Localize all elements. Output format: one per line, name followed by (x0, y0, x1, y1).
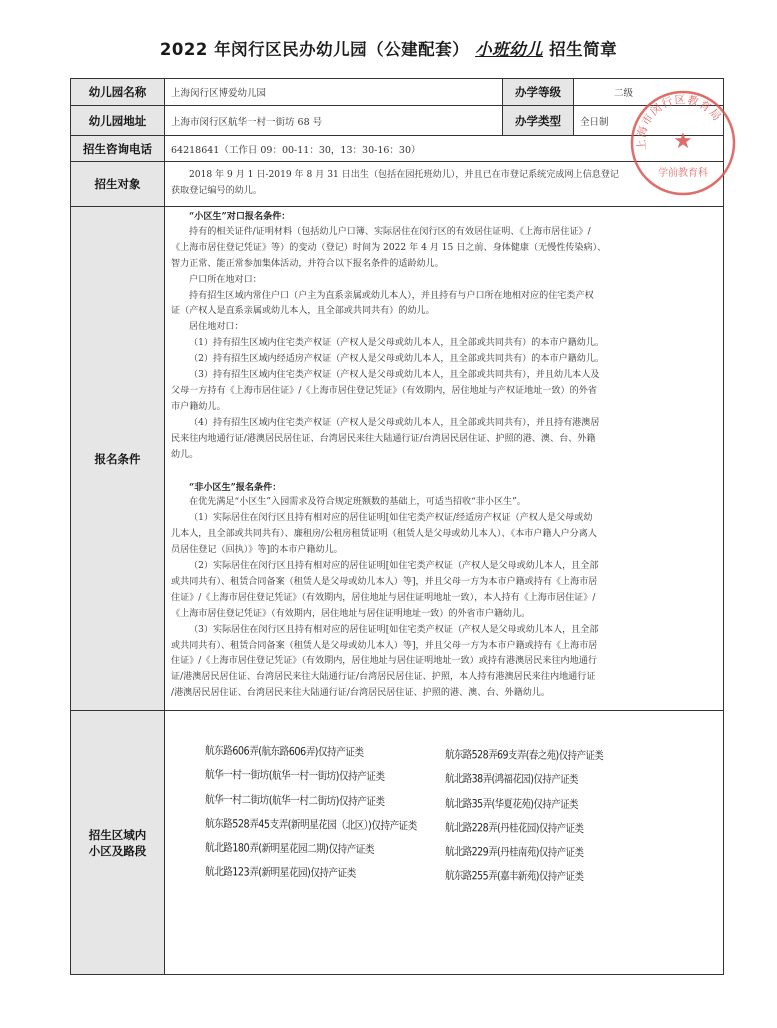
target-line-2: 获取登记编号的幼儿。 (171, 186, 262, 196)
residence-item-4c: 幼儿。 (171, 449, 199, 460)
residence-item-3c: 市户籍幼儿。 (171, 401, 226, 412)
street-item: 航华一村一街坊(航华一村一街坊)仅持产证类 (204, 768, 385, 784)
school-type-label: 办学类型 (503, 106, 574, 136)
nonlocal-1c: 员居住登记（回执）》等]的本市户籍幼儿。 (171, 545, 343, 556)
nonlocal-3e: /港澳居民居住证、台湾居民来往大陆通行证/台湾居民居住证、护照的港、澳、台、外籍幼儿。 (171, 688, 550, 699)
target-label: 招生对象 (71, 162, 165, 207)
streets-label-line-1: 招生区域内 (88, 827, 147, 842)
local-intro-2: 《上海市居住登记凭证》等）的变动（登记）时间为 2022 年 4 月 15 日之前、身体健康（无慢性传染病）、 (171, 242, 607, 253)
street-item: 航北路180弄(新明星花园二期)仅持产证类 (204, 841, 375, 857)
nonlocal-3d: 证/港澳居民居住证、台湾居民来往大陆通行证/台湾居民居住证、护照，本人持有港澳居民来往内地通行证 (171, 672, 596, 683)
nonlocal-1b: 儿本人，且全部或共同共有）、廉租房/公租房租赁证明（租赁人是父母或幼儿本人）、《本市户籍人户分离人 (171, 529, 597, 540)
street-item: 航东路606弄(航东路606弄)仅持产证类 (204, 744, 364, 759)
page-title (0, 36, 777, 60)
nonlocal-3c: 住证》/《上海市居住登记凭证》（有效期内，居住地址与居住证明地址一致）或持有港澳居民来往内地通行 (171, 656, 597, 667)
residence-item-2: （2）持有招生区域内经适房产权证（产权人是父母或幼儿本人，且全部或共同共有）的本市户籍幼儿。 (189, 354, 605, 365)
residence-item-1: （1）持有招生区域内住宅类产权证（产权人是父母或幼儿本人，且全部或共同共有）的本市户籍幼儿。 (189, 338, 605, 349)
local-title: “小区生”对口报名条件： (189, 211, 291, 222)
streets-right-column (445, 743, 633, 889)
svg-text:学前教育科: 学前教育科 (658, 168, 708, 179)
residence-title: 居住地对口： (189, 322, 244, 333)
nonlocal-2c: 住证》/《上海市居住登记凭证》（有效期内，居住地址与居住证明地址一致），本人持有《上海市居住证》/ (171, 592, 596, 603)
nonlocal-3b: 或共同共有）、租赁合同备案（租赁人是父母或幼儿本人）等]，并且父母一方为本市户籍或持有《上海市居 (171, 640, 598, 651)
nonlocal-2d: 《上海市居住登记凭证》（有效期内，居住地址与居住证明地址一致）的外省市户籍幼儿。 (171, 608, 531, 619)
kindergarten-name-label: 幼儿园名称 (71, 79, 165, 106)
nonlocal-3a: （3）实际居住在闵行区且持有相对应的居住证明[如住宅类产权证（产权人是父母或幼儿本人，且全部 (189, 624, 599, 635)
conditions-text (165, 207, 724, 711)
hukou-text-1: 持有招生区域内常住户口（户主为直系亲属或幼儿本人），并且持有与户口所在地相对应的住宅类产权 (189, 290, 594, 301)
title-suffix: 招生简章 (549, 40, 618, 59)
street-item: 航北路35弄(华夏花苑)仅持产证类 (444, 796, 578, 811)
school-level-value: 二级 (574, 79, 724, 106)
street-item: 航北路228弄(丹桂花园)仅持产证类 (444, 820, 584, 836)
street-item: 航华一村二街坊(航华一村二街坊)仅持产证类 (204, 792, 385, 808)
row-target (71, 162, 724, 207)
nonlocal-2a: （2）实际居住在闵行区且持有相对应的居住证明[如住宅类产权证（产权人是父母或幼儿本人，且全部 (189, 561, 599, 572)
title-main: 2022 年闵行区民办幼儿园（公建配套） (159, 40, 470, 59)
row-conditions (71, 207, 724, 711)
street-item: 航东路528弄45支弄(新明星花园（北区）)仅持产证类 (204, 816, 417, 833)
row-kindergarten-name (71, 79, 724, 106)
nonlocal-intro: 在优先满足“小区生”入园需求及符合规定班额数的基础上，可适当招收“非小区生”。 (189, 497, 526, 508)
phone-label: 招生咨询电话 (71, 136, 165, 162)
streets-cell (165, 711, 724, 975)
local-intro-1: 持有的相关证件/证明材料（包括幼儿户口簿、实际居住在闵行区的有效居住证明、《上海市居住证》/ (189, 226, 591, 237)
street-item: 航北路229弄(丹桂南苑)仅持产证类 (444, 845, 584, 860)
school-level-label: 办学等级 (503, 79, 574, 106)
hukou-title: 户口所在地对口： (189, 274, 262, 285)
street-item: 航东路528弄69支弄(春之苑)仅持产证类 (444, 748, 604, 763)
streets-label-line-2: 小区及路段 (88, 843, 147, 858)
local-intro-3: 智力正常、能正常参加集体活动，并符合以下报名条件的适龄幼儿。 (171, 258, 444, 269)
residence-item-3b: 父母一方持有《上海市居住证》/《上海市居住登记凭证》（有效期内，居住地址与产权证地址一致）的外省 (171, 385, 597, 396)
enrollment-form-table (70, 78, 724, 975)
streets-label (71, 711, 165, 975)
address-value: 上海市闵行区航华一村一街坊 68 号 (165, 106, 503, 136)
title-class-name: 小班幼儿 (475, 40, 544, 59)
residence-item-3a: （3）持有招生区域内住宅类产权证（产权人是父母或幼儿本人，且全部或共同共有），并且幼儿本人及 (189, 370, 600, 381)
street-item: 航东路255弄(嘉丰新苑)仅持产证类 (444, 869, 584, 884)
row-streets (71, 711, 724, 975)
nonlocal-title: “非小区生”报名条件： (189, 481, 282, 493)
target-line-1: 2018 年 9 月 1 日-2019 年 8 月 31 日出生（包括在园托班幼儿），并且已在市登记系统完成网上信息登记 (189, 170, 620, 181)
kindergarten-name-value: 上海闵行区博爱幼儿园 (165, 79, 503, 106)
address-label: 幼儿园地址 (71, 106, 165, 136)
nonlocal-1a: （1）实际居住在闵行区且持有相对应的居住证明[如住宅类产权证/经适房产权证（产权人是父母或幼 (189, 513, 593, 524)
svg-text:★: ★ (673, 129, 693, 154)
nonlocal-2b: 或共同共有）、租赁合同备案（租赁人是父母或幼儿本人）等]，并且父母一方为本市户籍或持有《上海市居 (171, 576, 598, 587)
target-text (165, 162, 724, 207)
street-item: 航北路123弄(新明星花园)仅持产证类 (204, 865, 356, 881)
svg-text:上海市闵行区教育局: 上海市闵行区教育局 (634, 93, 725, 151)
residence-item-4a: （4）持有招生区域内住宅类产权证（产权人是父母或幼儿本人，且全部或共同共有），并且持有港澳居 (189, 417, 600, 428)
residence-item-4b: 民来往内地通行证/港澳居民居住证、台湾居民来往大陆通行证/台湾居民居住证、护照的港、澳、台、外籍 (171, 433, 596, 444)
street-item: 航北路38弄(鸿福花园)仅持产证类 (444, 772, 578, 787)
conditions-label: 报名条件 (71, 207, 165, 711)
row-phone (71, 136, 724, 162)
school-type-value: 全日制 (574, 106, 724, 136)
hukou-text-2: 证（产权人是直系亲属或幼儿本人，且全部或共同共有）的幼儿。 (171, 306, 435, 317)
row-address (71, 106, 724, 136)
phone-value: 64218641（工作日 09：00-11：30，13：30-16：30） (165, 136, 724, 162)
streets-list (165, 711, 723, 974)
streets-left-column (205, 739, 451, 885)
